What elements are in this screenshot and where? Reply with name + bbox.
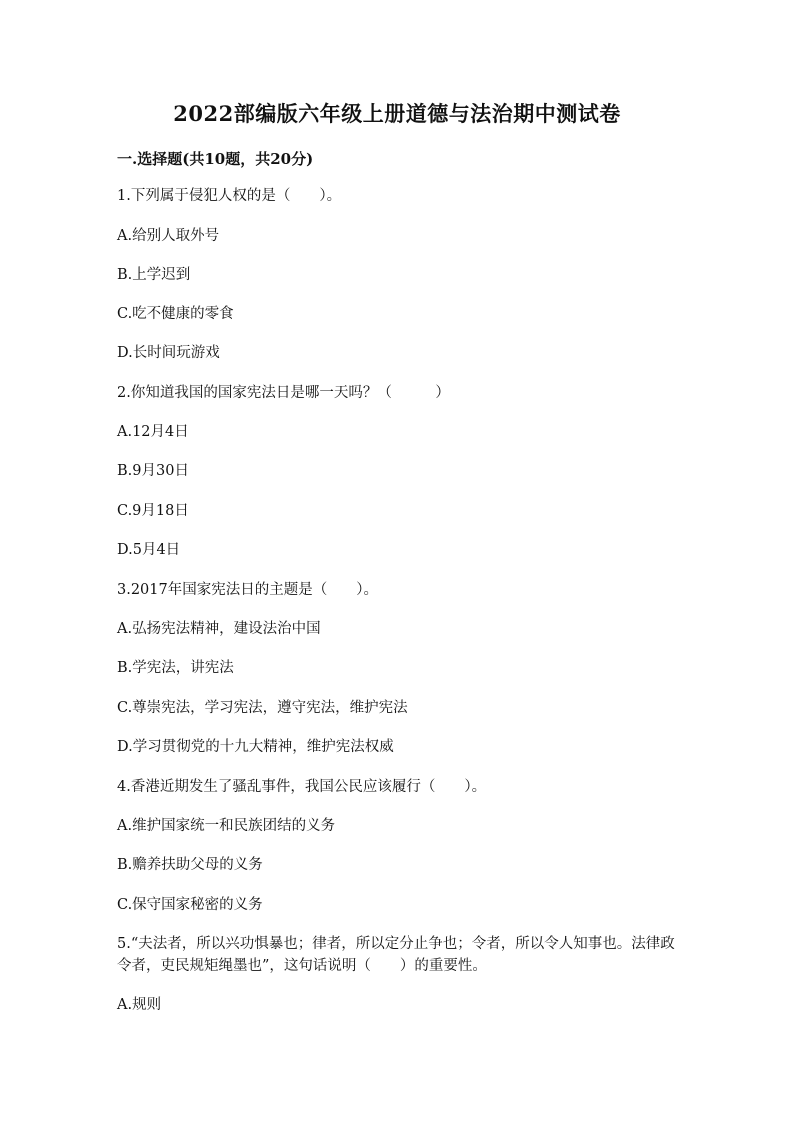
question-5: 5.“夫法者，所以兴功惧暴也；律者，所以定分止争也；令者，所以令人知事也。法律政令者，吏民规矩绳墨也”，这句话说明（ ）的重要性。 xyxy=(117,936,675,974)
question-5-option-a: A.规则 xyxy=(117,997,162,1013)
question-3-option-b: B.学宪法，讲宪法 xyxy=(117,660,234,676)
question-1: 1.下列属于侵犯人权的是（ ）。 xyxy=(117,188,342,204)
question-3-option-a: A.弘扬宪法精神，建设法治中国 xyxy=(117,621,321,637)
question-4-option-b: B.赡养扶助父母的义务 xyxy=(117,857,263,873)
question-2-option-d: D.5月4日 xyxy=(117,542,181,558)
question-1-option-b: B.上学迟到 xyxy=(117,267,191,283)
question-3-option-d: D.学习贯彻党的十九大精神，维护宪法权威 xyxy=(117,739,394,755)
document-title: 2022部编版六年级上册道德与法治期中测试卷 xyxy=(173,101,621,126)
question-1-option-d: D.长时间玩游戏 xyxy=(117,345,220,361)
question-3-option-c: C.尊崇宪法，学习宪法，遵守宪法，维护宪法 xyxy=(117,700,408,716)
question-4-option-c: C.保守国家秘密的义务 xyxy=(117,897,263,913)
section-heading: 一.选择题(共10题，共20分) xyxy=(117,150,314,168)
question-3: 3.2017年国家宪法日的主题是（ ）。 xyxy=(117,582,378,598)
question-1-option-a: A.给别人取外号 xyxy=(117,228,220,244)
question-2-option-b: B.9月30日 xyxy=(117,463,189,479)
question-4-option-a: A.维护国家统一和民族团结的义务 xyxy=(117,818,336,834)
question-1-option-c: C.吃不健康的零食 xyxy=(117,306,234,322)
question-2-option-c: C.9月18日 xyxy=(117,503,189,519)
question-2: 2.你知道我国的国家宪法日是哪一天吗？（ ） xyxy=(117,385,450,401)
question-4: 4.香港近期发生了骚乱事件，我国公民应该履行（ ）。 xyxy=(117,779,487,795)
question-2-option-a: A.12月4日 xyxy=(117,424,189,440)
